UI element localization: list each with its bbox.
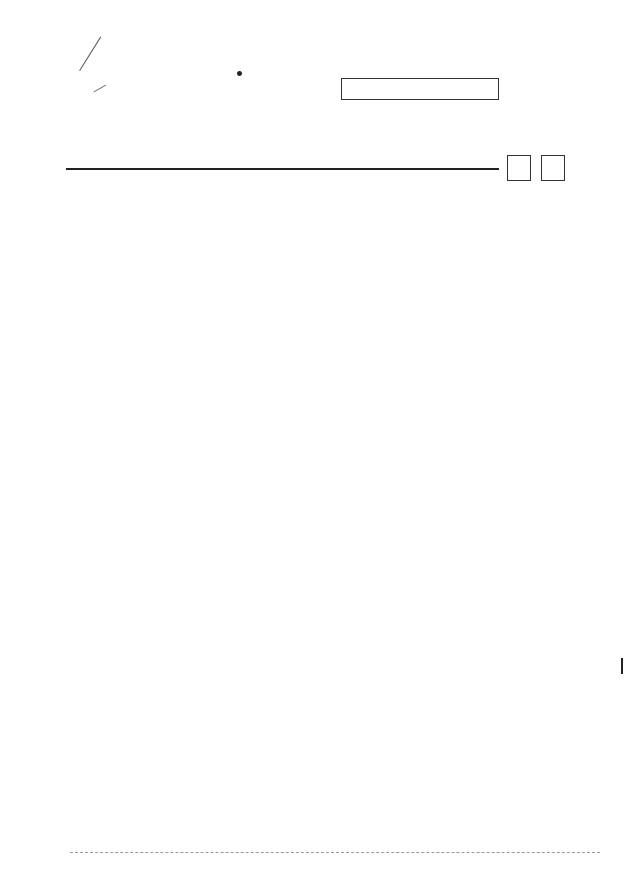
footer-line [70,852,600,854]
checklist-table [66,168,499,170]
yes-column-header [507,155,531,181]
pen-stroke [79,37,102,72]
no-column-header [541,155,565,181]
margin-bracket [621,658,623,674]
district-box [341,78,499,100]
pen-stroke [93,85,106,94]
ink-dot [237,71,242,76]
